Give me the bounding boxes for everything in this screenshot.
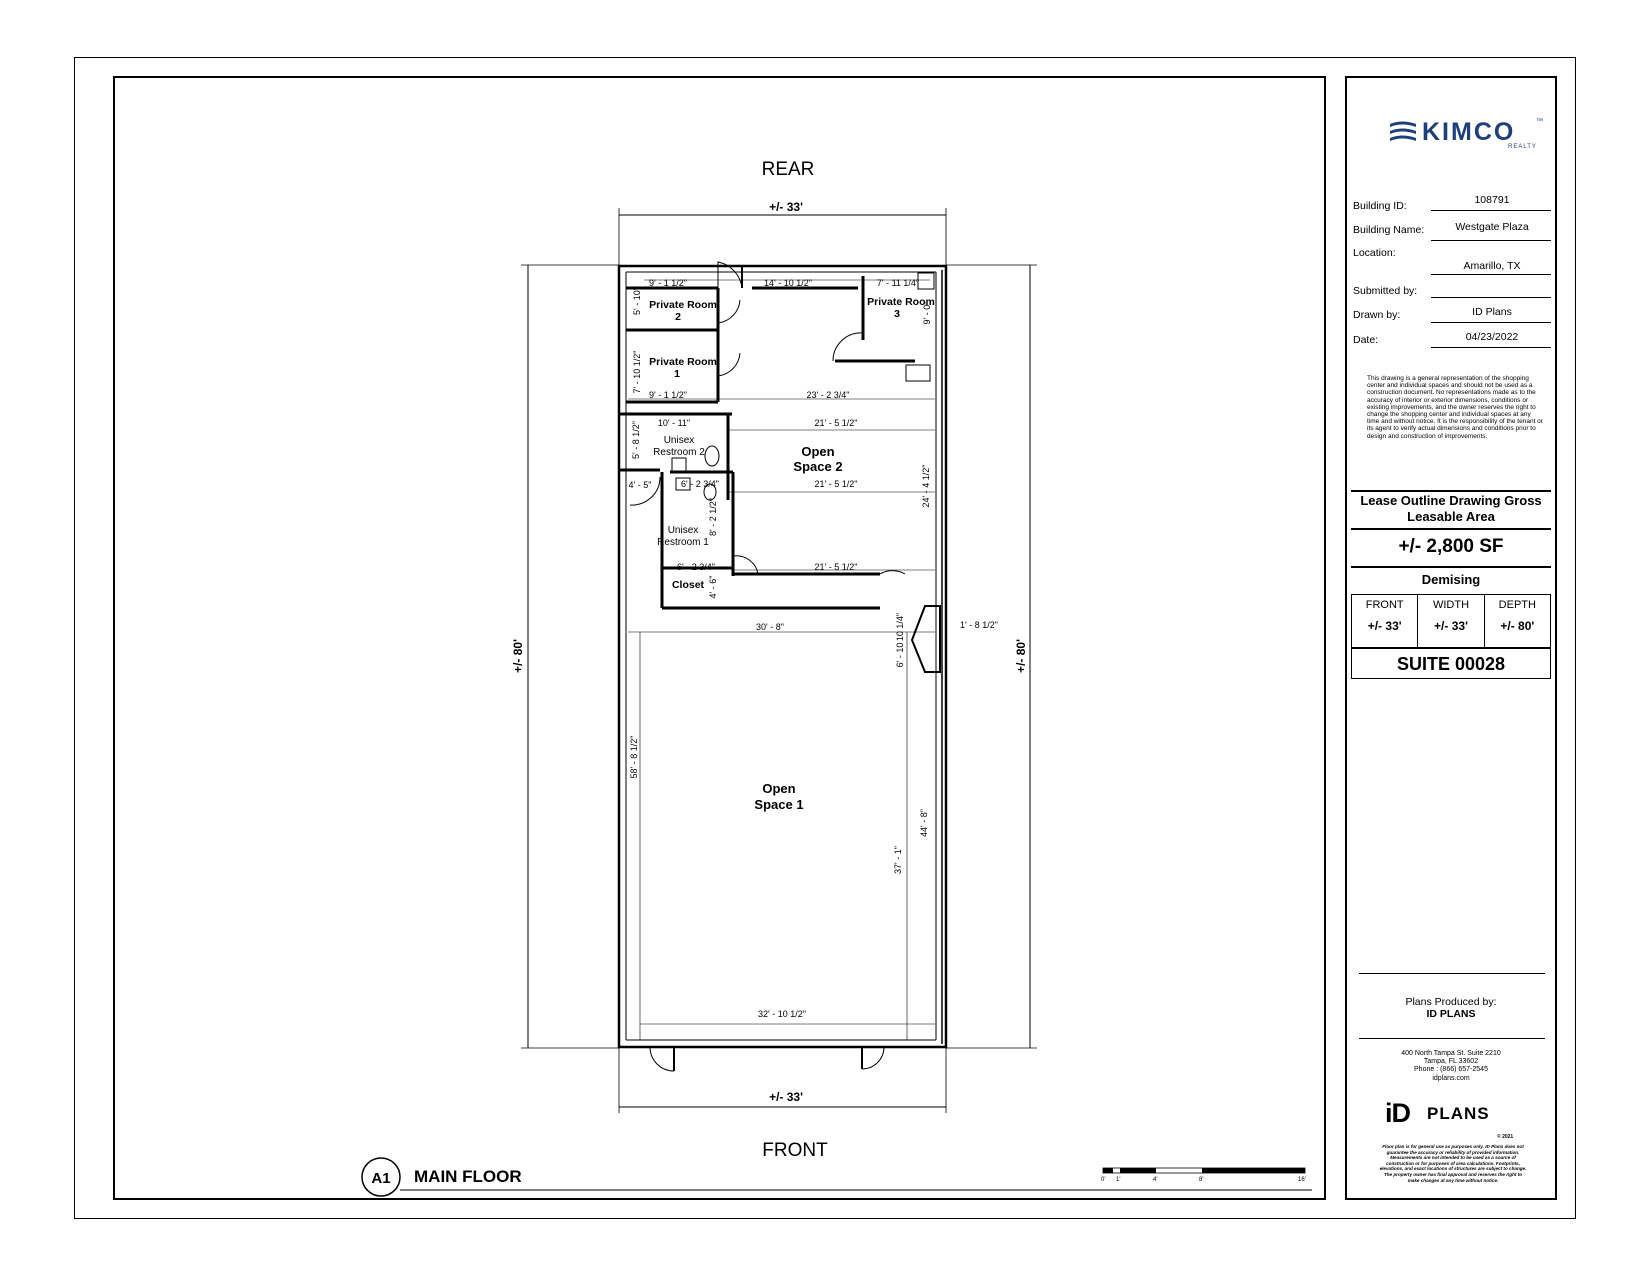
dim-label: 4' - 5" bbox=[628, 480, 652, 490]
open-space-1-label: Open bbox=[762, 781, 796, 796]
date-value: 04/23/2022 bbox=[1465, 331, 1519, 343]
fine-print: Floor plan is for general use as purposes only. ID Plans does not guarantee the accuracy or reliability of provided information. Measurements are not intended to be used as a source of construction or for purposes of area calculations. Footprints, elevations, and exact locations of structures are subject to change. The property owner has final approval and reserves the right to make changes at any time without notice. bbox=[1379, 1144, 1527, 1183]
rear-label: REAR bbox=[761, 159, 815, 180]
producer-address bbox=[1351, 1050, 1551, 1083]
dim-label: 9' - 1 1/2" bbox=[649, 278, 687, 288]
address-line: idplans.com bbox=[1432, 1074, 1470, 1082]
view-title: MAIN FLOOR bbox=[414, 1167, 522, 1186]
demising-width-cell bbox=[1418, 595, 1484, 647]
dim-label: 21' - 5 1/2" bbox=[814, 562, 858, 572]
closet-label: Closet bbox=[671, 579, 705, 591]
copyright: © 2021 bbox=[1497, 1134, 1514, 1140]
field-line bbox=[1431, 274, 1551, 275]
field-line bbox=[1431, 347, 1551, 348]
dim-label: 8' - 2 1/2" bbox=[708, 498, 718, 536]
location-label: Location: bbox=[1353, 247, 1396, 259]
view-tag: A1 bbox=[371, 1170, 391, 1187]
unisex-restroom-1-label: Unisex bbox=[667, 525, 699, 536]
dim-label: 21' - 5 1/2" bbox=[814, 479, 858, 489]
dim-label: 5' - 8 1/2" bbox=[631, 421, 641, 459]
scale-label: 4' bbox=[1153, 1177, 1158, 1183]
location-value: Amarillo, TX bbox=[1463, 260, 1521, 272]
private-room-2-number: 2 bbox=[675, 311, 681, 323]
date-label: Date: bbox=[1353, 334, 1379, 346]
dim-label: 7' - 11 1/4" bbox=[876, 278, 920, 288]
dim-label: 5' - 10" bbox=[632, 287, 642, 315]
drawn-by-value: ID Plans bbox=[1472, 306, 1512, 318]
trademark-mark: ™ bbox=[1536, 118, 1543, 125]
field-line bbox=[1431, 210, 1551, 211]
unisex-restroom-2-number: Restroom 2 bbox=[653, 447, 705, 458]
divider bbox=[1351, 566, 1551, 568]
dim-label: 21' - 5 1/2" bbox=[814, 418, 858, 428]
private-room-2-label: Private Room bbox=[649, 299, 717, 311]
demising-front-value: +/- 33' bbox=[1367, 619, 1402, 633]
drawn-by-label: Drawn by: bbox=[1353, 309, 1401, 321]
dim-right: +/- 80' bbox=[1014, 639, 1028, 673]
divider bbox=[1351, 490, 1551, 492]
title-block bbox=[1345, 76, 1557, 1200]
gla-value: +/- 2,800 SF bbox=[1398, 536, 1504, 557]
scale-label: 1' bbox=[1116, 1177, 1121, 1183]
submitted-by-label: Submitted by: bbox=[1353, 285, 1418, 297]
dim-label: 14' - 10 1/2" bbox=[764, 278, 812, 288]
kimco-waves-icon bbox=[1388, 120, 1418, 142]
dim-label: 1' - 8 1/2" bbox=[960, 620, 998, 630]
private-room-3-number: 3 bbox=[894, 308, 900, 320]
demising-depth-label: DEPTH bbox=[1498, 599, 1536, 611]
dim-label: 58' - 8 1/2" bbox=[629, 735, 639, 779]
open-space-1-number: Space 1 bbox=[754, 797, 804, 812]
building-id-value: 108791 bbox=[1474, 194, 1510, 206]
kimco-wordmark: KIMCO bbox=[1422, 118, 1516, 146]
scale-label: 8' bbox=[1199, 1177, 1204, 1183]
private-room-3-label: Private Room bbox=[867, 296, 935, 308]
suite-number: SUITE 00028 bbox=[1351, 648, 1551, 679]
building-id-label: Building ID: bbox=[1353, 200, 1407, 212]
demising-width-label: WIDTH bbox=[1432, 599, 1470, 611]
produced-by-name: ID PLANS bbox=[1426, 1008, 1476, 1020]
demising-depth-value: +/- 80' bbox=[1500, 619, 1535, 633]
demising-title: Demising bbox=[1421, 572, 1481, 587]
field-line bbox=[1431, 297, 1551, 298]
unisex-restroom-2-label: Unisex bbox=[663, 435, 695, 446]
dim-label: 6' - 2 3/4" bbox=[677, 562, 715, 572]
address-line: Tampa, FL 33602 bbox=[1423, 1058, 1479, 1066]
dim-label: 44' - 8" bbox=[919, 809, 929, 837]
address-line: 400 North Tampa St. Suite 2210 bbox=[1401, 1050, 1501, 1057]
field-line bbox=[1431, 322, 1551, 323]
id-logo-mark: iD bbox=[1385, 1098, 1410, 1128]
demising-front-cell bbox=[1352, 595, 1418, 647]
dim-label: 23' - 2 3/4" bbox=[806, 390, 850, 400]
open-space-2-number: Space 2 bbox=[793, 459, 843, 474]
disclaimer-text: This drawing is a general representation of the shopping center and individual spaces and should not be used as a construction document. No representations made as to the accuracy of interior or exterior dimensions, conditions or existing improvements, and the owner reserves the right to change the shopping center and individual spaces at any time and without notice. It is the responsibility of the tenant or its agent to verify actual dimensions and conditions prior to design and construction of improvements. bbox=[1367, 375, 1543, 440]
dim-label: 6' - 10 bbox=[895, 642, 905, 668]
dim-label: 7' - 10 1/2" bbox=[632, 350, 642, 394]
dim-label: 4' - 6" bbox=[708, 575, 718, 599]
dim-label: 10 1/4" bbox=[895, 612, 905, 642]
demising-front-label: FRONT bbox=[1365, 599, 1404, 611]
dim-bottom: +/- 33' bbox=[769, 1090, 803, 1104]
building-name-label: Building Name: bbox=[1353, 224, 1425, 236]
scale-label: 16' bbox=[1298, 1177, 1306, 1183]
id-plans-logo bbox=[1385, 1098, 1515, 1128]
dim-label: 32' - 10 1/2" bbox=[758, 1009, 806, 1019]
front-label: FRONT bbox=[762, 1140, 828, 1161]
gla-title: Lease Outline Drawing Gross Leasable Area bbox=[1360, 493, 1542, 524]
dim-label: 37' - 1" bbox=[893, 846, 903, 874]
dim-top: +/- 33' bbox=[769, 200, 803, 214]
dim-label: 6' - 2 3/4" bbox=[681, 479, 719, 489]
divider bbox=[1359, 973, 1545, 974]
unisex-restroom-1-number: Restroom 1 bbox=[657, 537, 709, 548]
demising-depth-cell bbox=[1485, 595, 1550, 647]
dim-left: +/- 80' bbox=[511, 639, 525, 673]
divider bbox=[1359, 1038, 1545, 1039]
dim-label: 9' - 0" bbox=[922, 301, 932, 325]
building-name-value: Westgate Plaza bbox=[1455, 221, 1529, 233]
scale-label: 0' bbox=[1101, 1177, 1106, 1183]
address-line: Phone : (866) 657-2545 bbox=[1414, 1066, 1488, 1074]
private-room-1-number: 1 bbox=[674, 368, 680, 380]
kimco-realty-subtitle: REALTY bbox=[1508, 144, 1537, 150]
dim-label: 10' - 11" bbox=[657, 418, 691, 428]
dim-label: 30' - 8" bbox=[756, 622, 784, 632]
scale-bar bbox=[1101, 1168, 1306, 1183]
demising-width-value: +/- 33' bbox=[1434, 619, 1468, 633]
id-logo-text: PLANS bbox=[1427, 1104, 1490, 1123]
demising-table bbox=[1351, 594, 1551, 648]
field-line bbox=[1431, 240, 1551, 241]
open-space-2-label: Open bbox=[801, 444, 835, 459]
private-room-1-label: Private Room bbox=[649, 356, 717, 368]
dim-label: 9' - 1 1/2" bbox=[649, 390, 687, 400]
produced-by-label: Plans Produced by: bbox=[1405, 996, 1497, 1008]
divider bbox=[1351, 528, 1551, 530]
dim-label: 24' - 4 1/2" bbox=[921, 464, 931, 508]
